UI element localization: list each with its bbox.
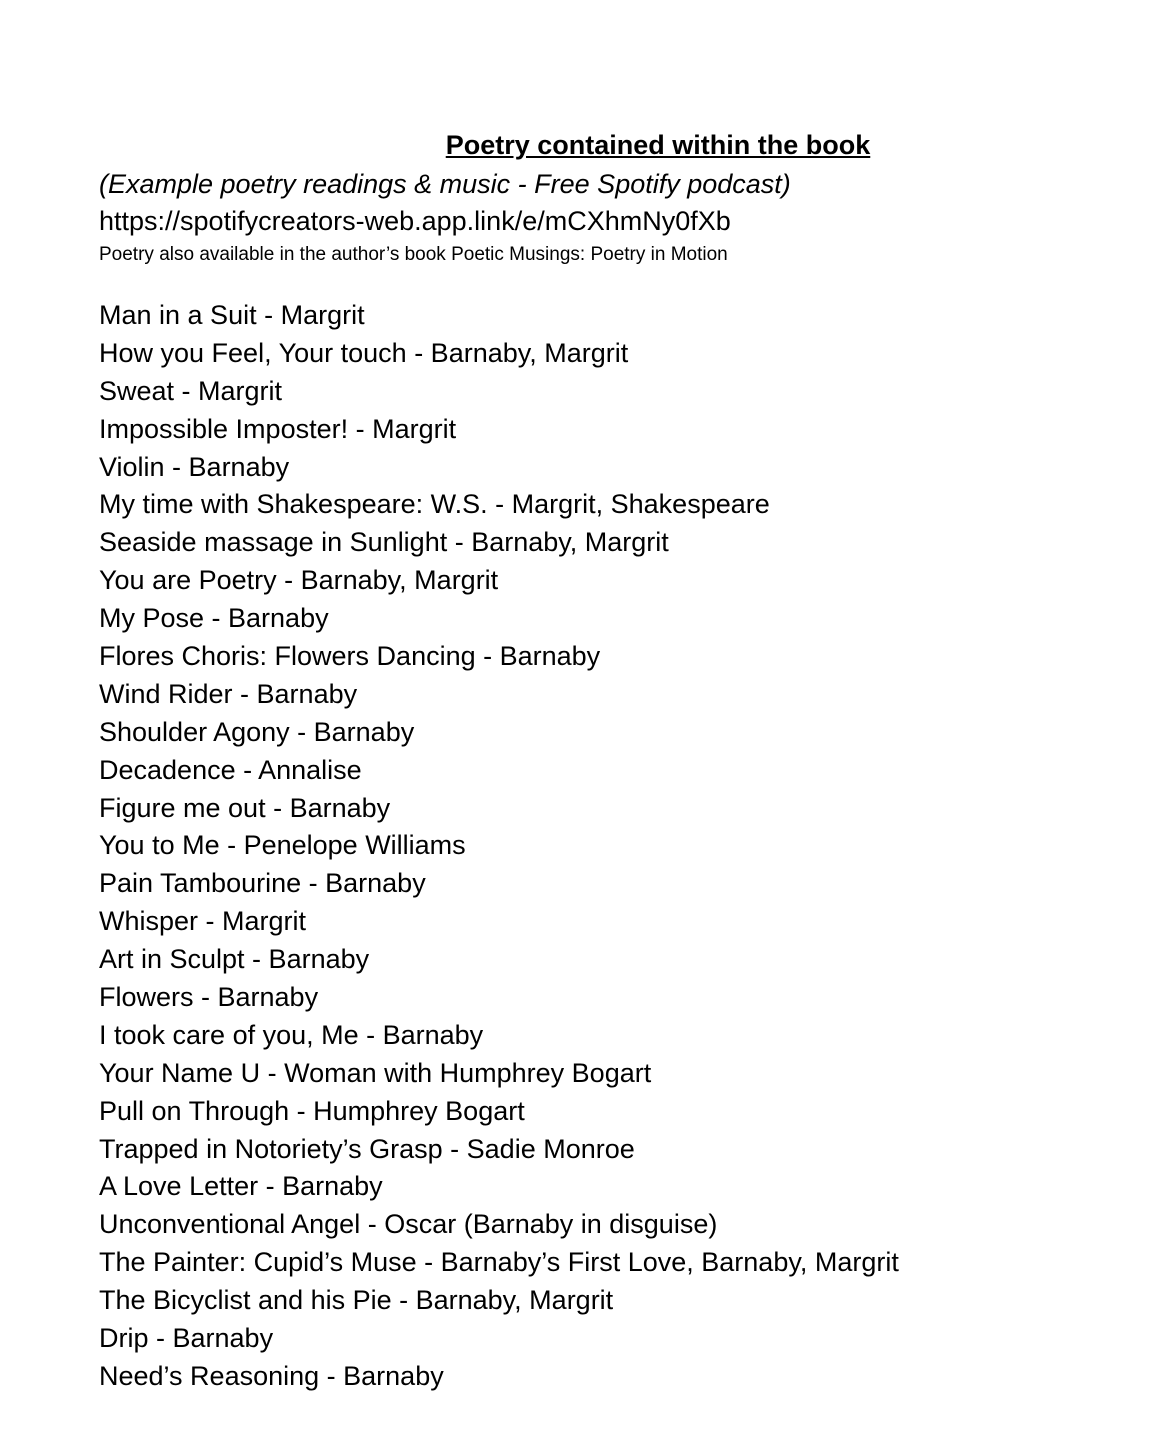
list-item: Shoulder Agony - Barnaby	[99, 716, 415, 747]
list-item: Sweat - Margrit	[99, 375, 283, 406]
list-item: Trapped in Notoriety’s Grasp - Sadie Monroe	[99, 1133, 635, 1164]
list-item: Man in a Suit - Margrit	[99, 300, 365, 330]
list-item: Art in Sculpt - Barnaby	[99, 944, 370, 975]
subtitle: (Example poetry readings & music - Free Spotify podcast)	[99, 169, 791, 199]
list-item: I took care of you, Me - Barnaby	[99, 1019, 484, 1050]
list-item: My Pose - Barnaby	[99, 603, 329, 634]
list-item: Seaside massage in Sunlight - Barnaby, Margrit	[99, 527, 669, 558]
list-item: Flowers - Barnaby	[99, 982, 319, 1013]
book-note: Poetry also available in the author’s book Poetic Musings: Poetry in Motion	[99, 244, 728, 265]
list-item: My time with Shakespeare: W.S. - Margrit, Shakespeare	[99, 489, 770, 520]
list-item: Drip - Barnaby	[99, 1323, 274, 1354]
podcast-link[interactable]: https://spotifycreators-web.app.link/e/mCXhmNy0fXb	[99, 206, 731, 236]
list-item: Need’s Reasoning - Barnaby	[99, 1360, 444, 1391]
list-item: Violin - Barnaby	[99, 451, 290, 482]
list-item: You to Me - Penelope Williams	[99, 830, 466, 861]
list-item: The Painter: Cupid’s Muse - Barnaby’s First Love, Barnaby, Margrit	[99, 1247, 899, 1278]
page-title: Poetry contained within the book	[445, 130, 871, 160]
list-item: Your Name U - Woman with Humphrey Bogart	[99, 1057, 652, 1088]
list-item: You are Poetry - Barnaby, Margrit	[99, 565, 499, 596]
list-item: Wind Rider - Barnaby	[99, 678, 358, 709]
list-item: Whisper - Margrit	[99, 906, 307, 937]
list-item: The Bicyclist and his Pie - Barnaby, Margrit	[99, 1285, 614, 1316]
list-item: Figure me out - Barnaby	[99, 792, 391, 823]
list-item: A Love Letter - Barnaby	[99, 1171, 383, 1202]
list-item: Pull on Through - Humphrey Bogart	[99, 1095, 525, 1126]
list-item: Unconventional Angel - Oscar (Barnaby in disguise)	[99, 1209, 718, 1240]
list-item: Flores Choris: Flowers Dancing - Barnaby	[99, 641, 601, 672]
list-item: Pain Tambourine - Barnaby	[99, 868, 426, 899]
list-item: Decadence - Annalise	[99, 754, 362, 785]
poem-list	[99, 297, 899, 1396]
list-item: Impossible Imposter! - Margrit	[99, 413, 457, 444]
list-item: How you Feel, Your touch - Barnaby, Margrit	[99, 337, 629, 368]
